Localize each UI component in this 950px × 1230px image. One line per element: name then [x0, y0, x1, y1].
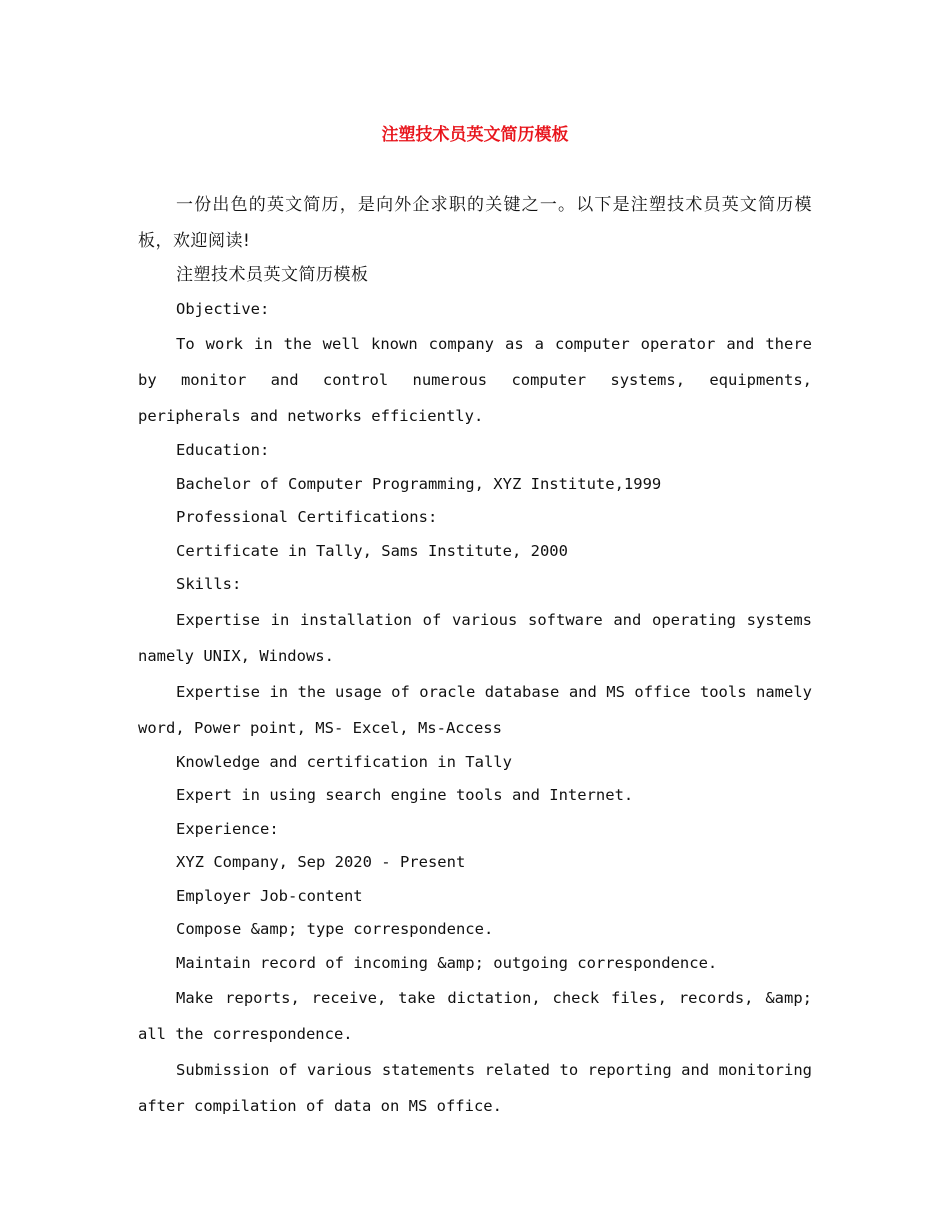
skill-item: Expertise in installation of various software and operating systems namely UNIX, Windows. [138, 610, 812, 665]
subtitle-paragraph: 注塑技术员英文简历模板 [176, 265, 369, 285]
skill-item: Expertise in the usage of oracle database and MS office tools namely word, Power point, MS- Excel, Ms-Access [138, 682, 812, 737]
certifications-heading: Professional Certifications: [176, 508, 438, 526]
education-heading: Education: [176, 441, 270, 459]
intro-paragraph: 一份出色的英文简历，是向外企求职的关键之一。以下是注塑技术员英文简历模板，欢迎阅读! [138, 195, 812, 251]
experience-item: Maintain record of incoming &amp; outgoing correspondence. [176, 953, 718, 972]
objective-text: To work in the well known company as a computer operator and there by monitor and control numerous computer systems, equipments, peripherals and networks efficiently. [138, 335, 812, 425]
skill-item: Knowledge and certification in Tally [176, 752, 512, 771]
certification-item: Certificate in Tally, Sams Institute, 2000 [176, 541, 568, 560]
skills-heading: Skills: [176, 575, 242, 593]
experience-item: Make reports, receive, take dictation, check files, records, &amp; all the correspondence. [138, 989, 812, 1043]
skill-item: Expert in using search engine tools and Internet. [176, 786, 634, 804]
experience-heading: Experience: [176, 819, 279, 838]
experience-item: Compose &amp; type correspondence. [176, 920, 494, 938]
objective-heading: Objective: [176, 299, 270, 318]
experience-item: Submission of various statements related to reporting and monitoring after compilation of data on MS office. [138, 1061, 812, 1115]
experience-company: XYZ Company, Sep 2020 - Present [176, 853, 466, 871]
document-title: 注塑技术员英文简历模板 [381, 125, 569, 145]
experience-subheading: Employer Job-content [176, 886, 363, 905]
document-body [138, 187, 812, 1124]
education-item: Bachelor of Computer Programming, XYZ Institute,1999 [176, 474, 662, 493]
